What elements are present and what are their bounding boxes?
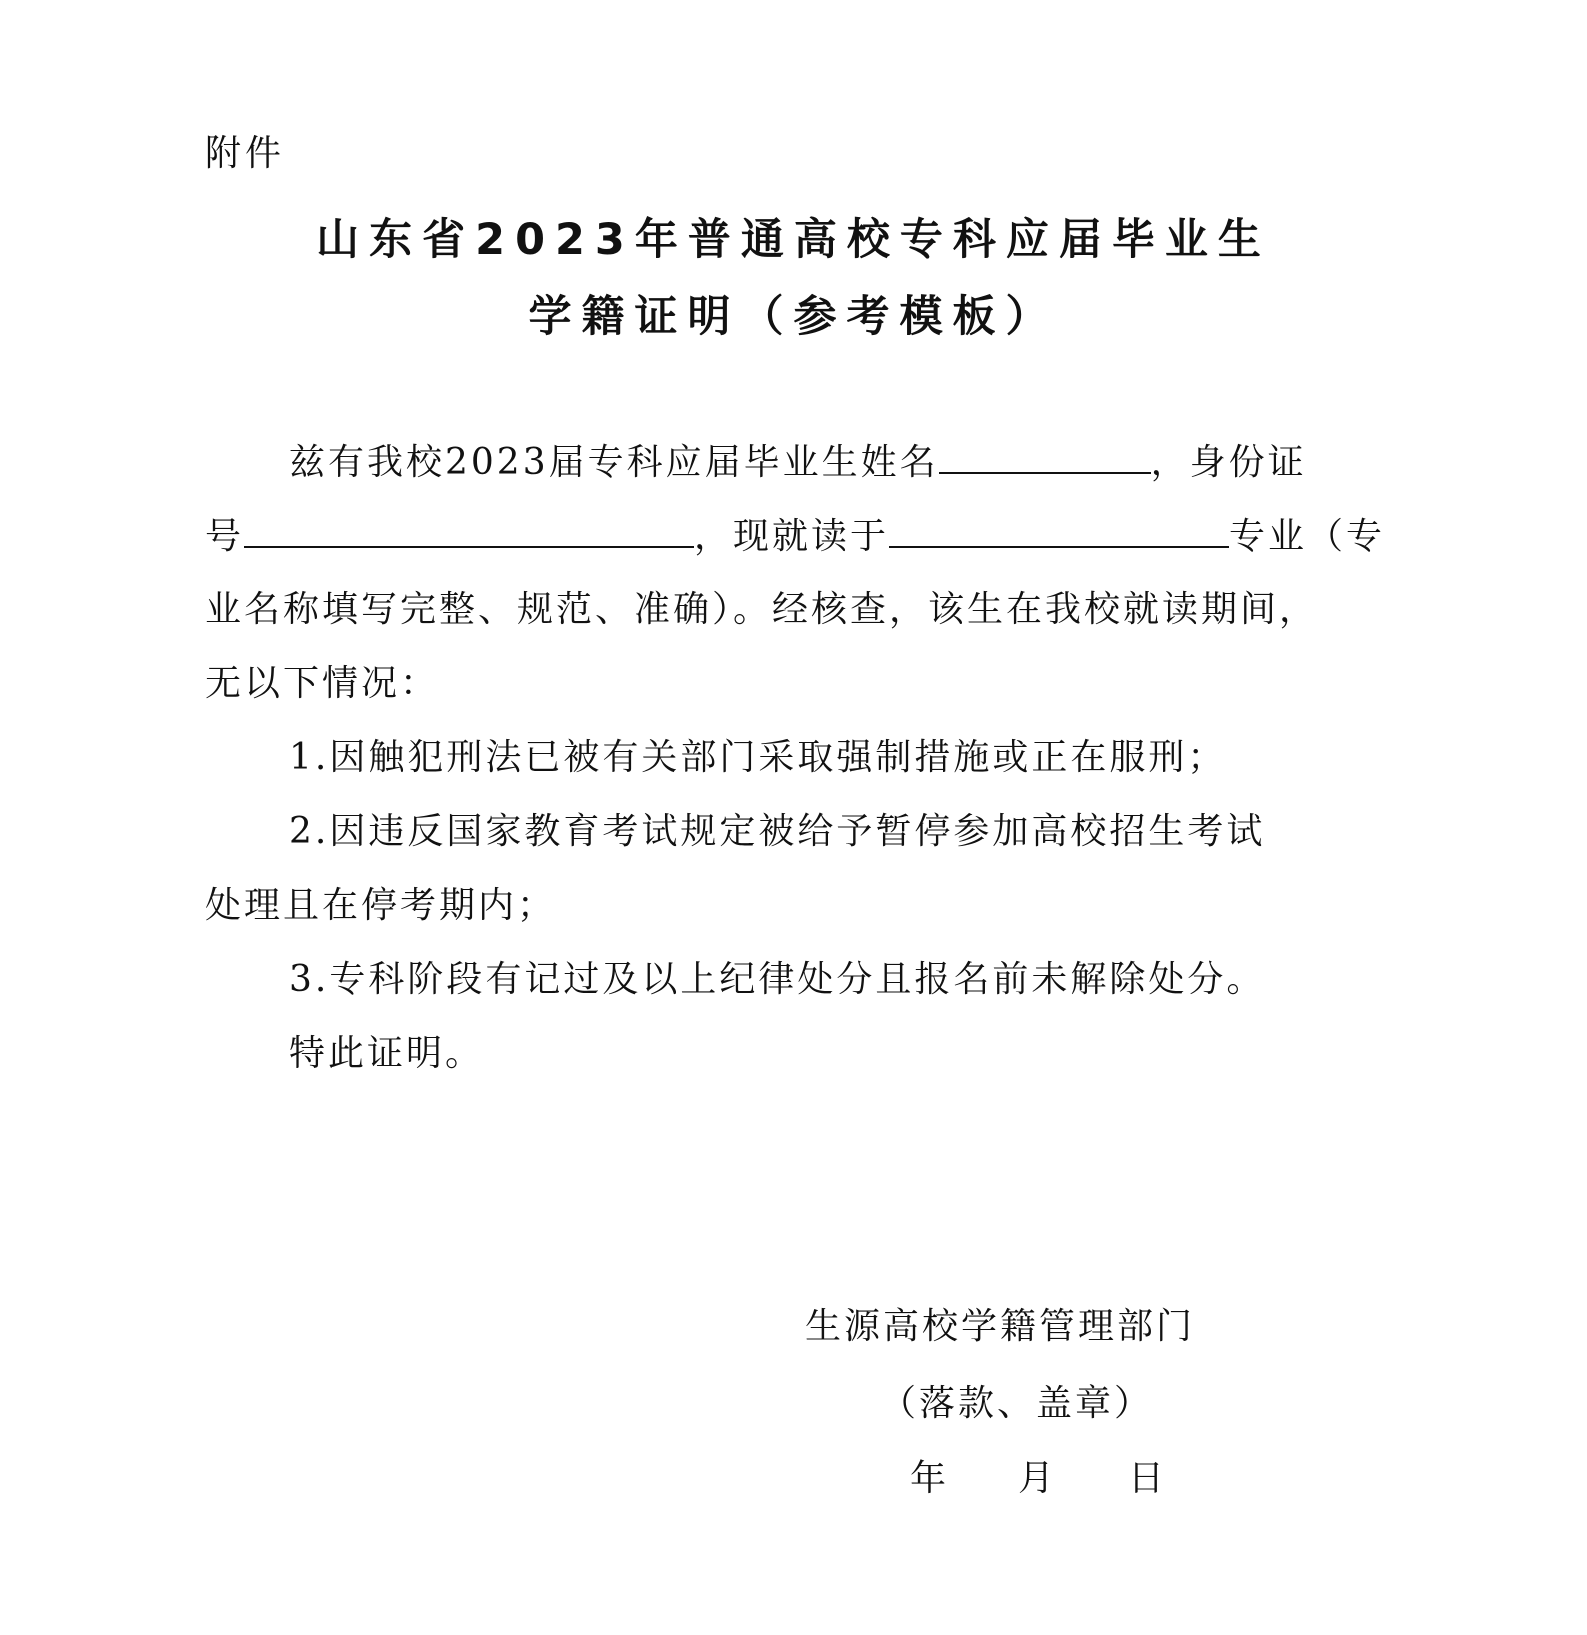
student-name-blank[interactable] xyxy=(939,436,1151,474)
condition-item-3: 3.专科阶段有记过及以上纪律处分且报名前未解除处分。 xyxy=(289,959,1266,1000)
id-number-blank[interactable] xyxy=(244,510,694,548)
body-text: 专业（专 xyxy=(1229,516,1386,557)
body-text: 号 xyxy=(205,516,245,557)
date-line xyxy=(910,1455,1167,1503)
date-day: 日 xyxy=(1128,1458,1168,1499)
condition-item-1: 1.因触犯刑法已被有关部门采取强制措施或正在服刑； xyxy=(289,737,1227,778)
body-line-2 xyxy=(205,510,1385,563)
document-title-line1: 山东省2023年普通高校专科应届毕业生 xyxy=(316,215,1271,265)
body-line-3: 业名称填写完整、规范、准确）。经核查，该生在我校就读期间， xyxy=(205,589,1319,630)
document-title-line2: 学籍证明（参考模板） xyxy=(528,292,1059,342)
body-text: 兹有我校2023届专科应届毕业生姓名 xyxy=(289,442,939,483)
attachment-label: 附件 xyxy=(205,133,286,174)
major-blank[interactable] xyxy=(889,510,1229,548)
date-year: 年 xyxy=(910,1458,950,1499)
body-text: ，现就读于 xyxy=(694,516,890,557)
condition-item-2: 2.因违反国家教育考试规定被给予暂停参加高校招生考试 xyxy=(289,811,1266,852)
closing-statement: 特此证明。 xyxy=(289,1033,485,1074)
body-text: ，身份证 xyxy=(1150,442,1307,483)
body-line-4: 无以下情况： xyxy=(205,663,440,704)
date-month: 月 xyxy=(1018,1458,1058,1499)
body-line-1 xyxy=(205,436,1469,489)
issuing-department: 生源高校学籍管理部门 xyxy=(805,1306,1196,1347)
condition-item-2-cont: 处理且在停考期内； xyxy=(205,885,557,926)
stamp-note: （落款、盖章） xyxy=(880,1383,1154,1424)
